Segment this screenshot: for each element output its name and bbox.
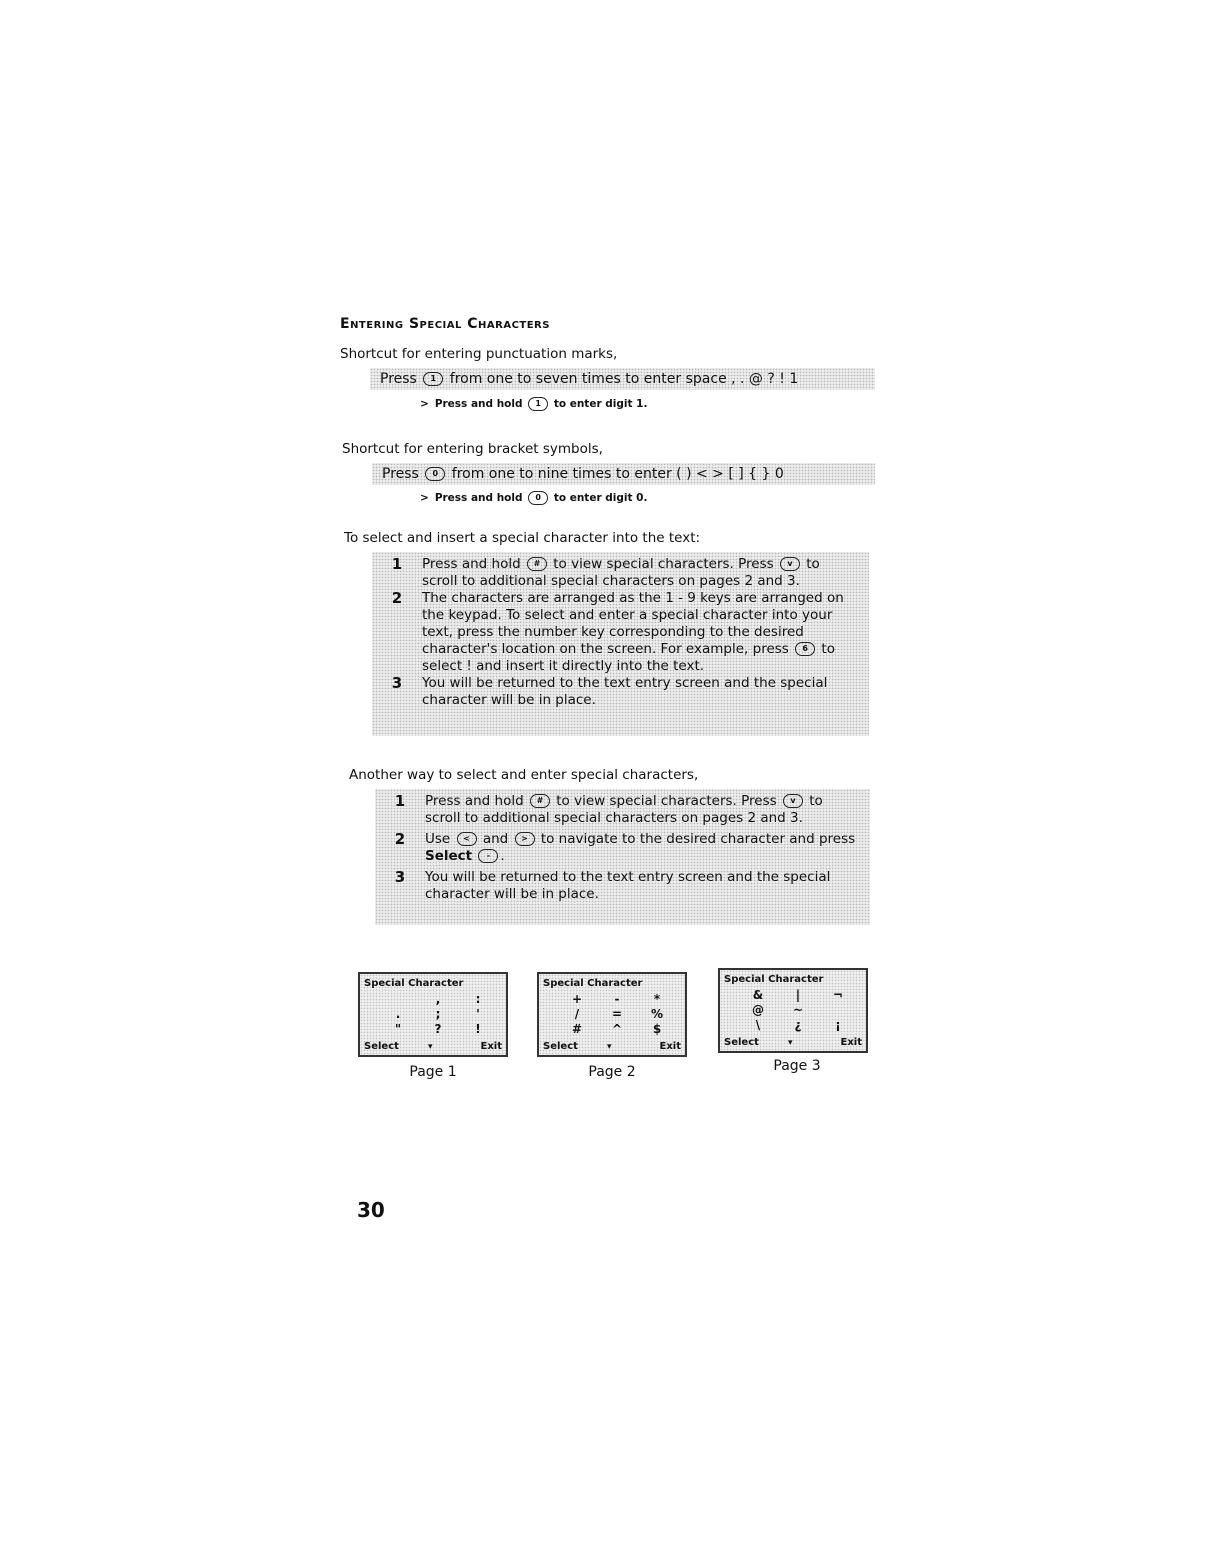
bar-text-post: from one to seven times to enter space , . @ ? ! 1 xyxy=(449,371,799,387)
screen-caption-page-2: Page 2 xyxy=(588,1064,636,1080)
key-0-icon: 0 xyxy=(528,491,548,505)
step-3 xyxy=(372,675,869,709)
section-heading: Entering Special Characters xyxy=(340,316,550,332)
text-run: to view special characters. Press xyxy=(553,556,774,572)
text-run: to navigate to the desired character and press xyxy=(540,831,856,847)
brackets-shortcut-bar xyxy=(372,463,875,485)
char-cell: " xyxy=(394,1022,402,1036)
text-run: . xyxy=(500,848,505,864)
step-text xyxy=(425,869,870,903)
text-run: Press and hold xyxy=(422,556,521,572)
char-cell: - xyxy=(614,992,620,1006)
char-cell: ¿ xyxy=(794,1018,802,1032)
select-softkey: Select xyxy=(364,1041,399,1052)
method2-steps xyxy=(375,789,870,925)
note-pre: Press and hold xyxy=(434,492,523,504)
select-softkey-label: Select xyxy=(425,848,473,864)
step-number: 1 xyxy=(394,792,406,810)
special-character-screen-page-1 xyxy=(358,972,508,1057)
char-cell: : xyxy=(475,992,481,1006)
char-cell: ; xyxy=(435,1007,441,1021)
screen-title: Special Character xyxy=(364,978,464,989)
brackets-intro: Shortcut for entering bracket symbols, xyxy=(342,441,603,457)
screen-title: Special Character xyxy=(543,978,643,989)
char-cell: ! xyxy=(475,1022,481,1036)
softkey-icon: - xyxy=(478,849,498,863)
arrow-icon: > xyxy=(420,398,429,410)
char-cell: ~ xyxy=(792,1003,804,1017)
char-cell: + xyxy=(571,992,583,1006)
method1-intro: To select and insert a special character into the text: xyxy=(344,530,701,546)
exit-softkey: Exit xyxy=(480,1041,502,1052)
bar-text-post: from one to nine times to enter ( ) < > [ ] { } 0 xyxy=(451,466,784,482)
char-cell: % xyxy=(650,1007,664,1021)
note-pre: Press and hold xyxy=(434,398,523,410)
text-run: to scroll to additional special characters on pages 2 and 3. xyxy=(425,793,823,826)
char-cell: , xyxy=(435,992,441,1006)
step-text xyxy=(422,556,869,590)
char-cell: / xyxy=(574,1007,580,1021)
char-cell: ? xyxy=(434,1022,442,1036)
punctuation-shortcut-bar xyxy=(370,368,875,390)
step-text xyxy=(425,831,870,865)
text-run: The characters are arranged as the 1 - 9 keys are arranged on the keypad. To select and enter a special character into your text, press the number key corresponding to the desired character's location on the screen. For example, press xyxy=(422,590,844,657)
char-cell xyxy=(818,1003,858,1018)
down-key-icon: v xyxy=(780,557,800,571)
step-1 xyxy=(375,793,870,827)
punctuation-hold-note xyxy=(420,397,647,411)
char-cell: @ xyxy=(752,1003,764,1017)
arrow-icon: > xyxy=(420,492,429,504)
char-cell: # xyxy=(571,1022,583,1036)
key-1-icon: 1 xyxy=(423,372,443,386)
char-cell: ¡ xyxy=(835,1018,841,1032)
step-text xyxy=(425,793,870,827)
step-2 xyxy=(372,590,869,675)
right-key-icon: > xyxy=(515,832,535,846)
text-run: Press and hold xyxy=(425,793,524,809)
char-cell: $ xyxy=(652,1022,662,1036)
key-6-icon: 6 xyxy=(795,642,815,656)
brackets-hold-note xyxy=(420,491,647,505)
note-post: to enter digit 0. xyxy=(553,492,648,504)
text-run: Use xyxy=(425,831,451,847)
key-1-icon: 1 xyxy=(528,397,548,411)
hash-key-icon: # xyxy=(527,557,547,571)
select-softkey: Select xyxy=(724,1037,759,1048)
step-1 xyxy=(372,556,869,590)
page-number: 30 xyxy=(357,1198,385,1222)
punctuation-intro: Shortcut for entering punctuation marks, xyxy=(340,346,618,362)
scroll-down-icon: ▾ xyxy=(428,1042,433,1052)
char-cell: ' xyxy=(476,1007,480,1021)
character-grid xyxy=(557,992,677,1037)
char-cell: ^ xyxy=(611,1022,623,1036)
key-0-icon: 0 xyxy=(425,467,445,481)
step-number: 1 xyxy=(391,555,403,573)
char-cell: * xyxy=(653,992,661,1006)
exit-softkey: Exit xyxy=(840,1037,862,1048)
left-key-icon: < xyxy=(457,832,477,846)
char-cell xyxy=(378,992,418,1007)
character-grid xyxy=(378,992,498,1037)
text-run: You will be returned to the text entry screen and the special character will be in place. xyxy=(422,675,828,708)
character-grid xyxy=(738,988,858,1033)
char-cell: ¬ xyxy=(832,988,844,1002)
exit-softkey: Exit xyxy=(659,1041,681,1052)
scroll-down-icon: ▾ xyxy=(788,1038,793,1048)
step-2 xyxy=(375,831,870,865)
text-run: You will be returned to the text entry screen and the special character will be in place. xyxy=(425,869,831,902)
screen-title: Special Character xyxy=(724,974,824,985)
text-run: to scroll to additional special characters on pages 2 and 3. xyxy=(422,556,820,589)
step-text xyxy=(422,590,869,675)
special-character-screen-page-2 xyxy=(537,972,687,1057)
char-cell: \ xyxy=(755,1018,761,1032)
text-run: to select ! and insert it directly into the text. xyxy=(422,641,835,674)
char-cell: & xyxy=(752,988,764,1002)
screen-caption-page-1: Page 1 xyxy=(409,1064,457,1080)
scroll-down-icon: ▾ xyxy=(607,1042,612,1052)
method1-steps xyxy=(372,552,869,736)
select-softkey: Select xyxy=(543,1041,578,1052)
step-3 xyxy=(375,869,870,903)
text-run: and xyxy=(482,831,509,847)
char-cell: = xyxy=(611,1007,623,1021)
char-cell: | xyxy=(795,988,801,1002)
char-cell: . xyxy=(395,1007,401,1021)
method2-intro: Another way to select and enter special characters, xyxy=(349,767,699,783)
screen-caption-page-3: Page 3 xyxy=(773,1058,821,1074)
note-post: to enter digit 1. xyxy=(553,398,648,410)
text-run: to view special characters. Press xyxy=(556,793,777,809)
bar-text-pre: Press xyxy=(380,371,417,387)
step-number: 3 xyxy=(391,674,403,692)
special-character-screen-page-3 xyxy=(718,968,868,1053)
step-number: 3 xyxy=(394,868,406,886)
down-key-icon: v xyxy=(783,794,803,808)
step-number: 2 xyxy=(391,589,403,607)
step-text xyxy=(422,675,869,709)
bar-text-pre: Press xyxy=(382,466,419,482)
step-number: 2 xyxy=(394,830,406,848)
hash-key-icon: # xyxy=(530,794,550,808)
